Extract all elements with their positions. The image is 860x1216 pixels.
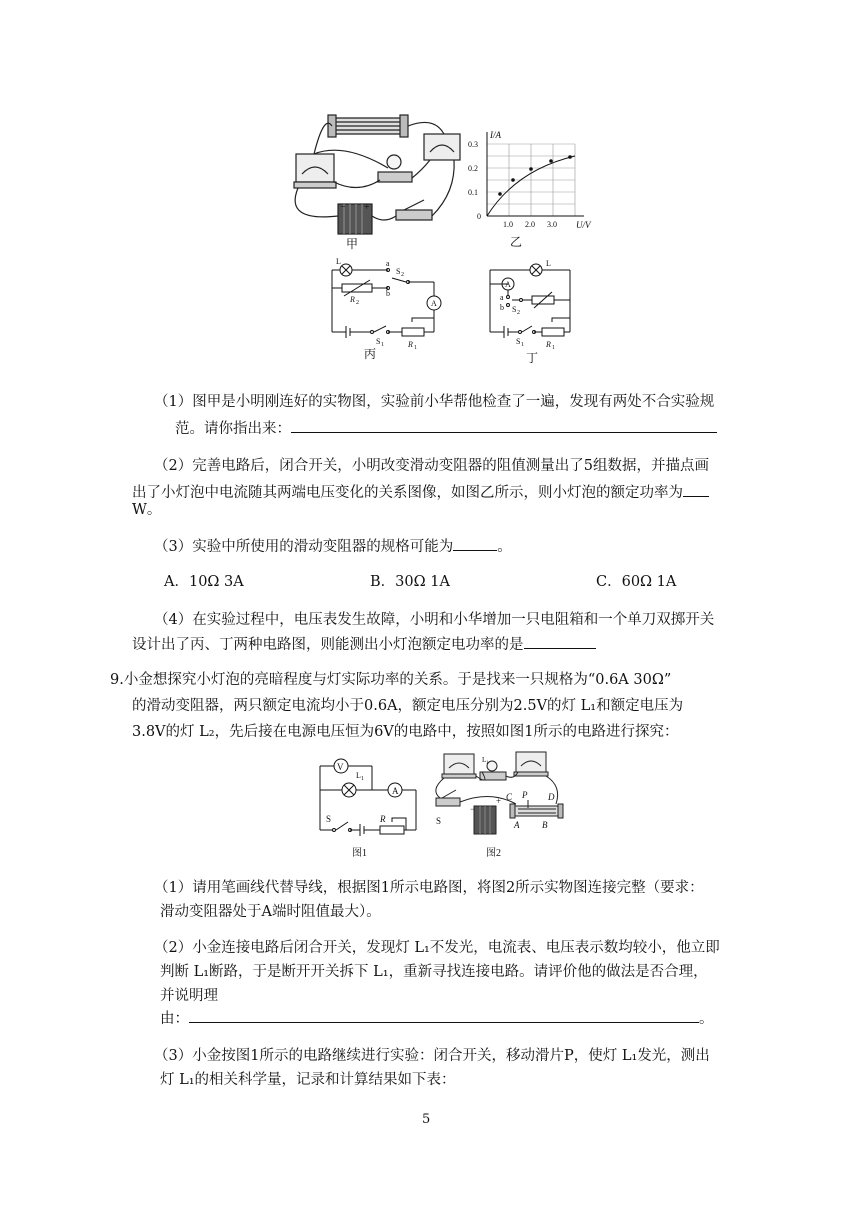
q8-part4-line1: （4）在实验过程中，电压表发生故障，小明和小华增加一只电阻箱和一个单刀双掷开关 [154,612,715,628]
label-ding: 丁 [526,351,539,365]
svg-text:A: A [514,820,520,830]
figure-1-circuit [306,756,432,860]
q8-option-b: B．30Ω 1A [370,574,450,590]
svg-text:+: + [364,202,370,213]
svg-text:S: S [376,337,381,346]
svg-text:S: S [436,816,442,826]
q9-part3-line2: 灯 L₁的相关科学量，记录和计算结果如下表： [160,1072,456,1088]
label-jia: 甲 [346,237,359,250]
svg-text:L: L [356,771,361,780]
svg-text:A: A [431,299,437,308]
q8-part3: （3）实验中所使用的滑动变阻器的规格可能为 [154,539,454,555]
figure-ding-circuit [484,256,590,368]
q9-part2-line2: 判断 L₁断路，于是断开开关拆下 L₁，重新寻找连接电路。请评价他的做法是否合理， [160,964,708,980]
svg-text:R: R [546,340,551,349]
q8-option-c: C．60Ω 1A [596,574,677,590]
svg-text:a: a [500,293,504,302]
graph-x-tick-0: 1.0 [503,220,513,229]
q9-stem-line2: 的滑动变阻器，两只额定电流均小于0.6A，额定电压分别为2.5V的灯 L₁和额定电压为 [132,698,684,714]
q8-part1-line1: （1）图甲是小明刚连好的实物图，实验前小华帮他检查了一遍，发现有两处不合实验规 [154,394,715,410]
figure-2-apparatus [430,750,564,862]
svg-text:1: 1 [414,345,417,351]
figure-bing-circuit [320,256,462,364]
q8-option-a: A．10Ω 3A [164,574,244,590]
q8-part2-line2-wrap [132,478,709,507]
q8-part2-line2: 出了小灯泡中电流随其两端电压变化的关系图像，如图乙所示，则小灯泡的额定功率为 [132,485,683,501]
svg-text:L: L [546,259,551,268]
svg-text:R: R [408,340,413,349]
graph-x-tick-1: 2.0 [525,220,535,229]
svg-text:S: S [396,267,401,276]
q8-part2-line3: W。 [132,502,162,518]
q9-part2-end: 。 [699,1011,714,1027]
svg-text:1: 1 [552,345,555,351]
q8-part1-line2: 范。请你指出来： [175,421,291,437]
q8-part2-answer-blank[interactable] [683,478,709,497]
label-fig2: 图2 [486,848,501,859]
svg-text:1: 1 [521,342,524,348]
svg-text:1: 1 [361,776,364,782]
svg-text:a: a [386,259,390,268]
q9-part2-answer-blank[interactable] [189,1004,699,1023]
graph-x-label: U/V [576,220,591,230]
svg-text:A: A [505,280,511,289]
page-number: 5 [422,1112,431,1127]
graph-y-tick-3: 0 [477,212,481,221]
graph-y-label: I/A [490,130,501,140]
q8-part3-answer-blank[interactable] [453,532,497,551]
graph-x-tick-2: 3.0 [547,220,557,229]
q9-part2-line1: （2）小金连接电路后闭合开关，发现灯 L₁不发光，电流表、电压表示数均较小，他立即 [154,940,720,956]
label-fig1: 图1 [352,848,367,859]
svg-text:D: D [548,792,555,802]
graph-y-tick-0: 0.3 [468,140,478,149]
svg-text:A: A [392,786,399,796]
svg-text:V: V [337,762,344,772]
svg-text:S: S [516,337,521,346]
q9-stem-line1: 9.小金想探究小灯泡的亮暗程度与灯实际功率的关系。于是找来一只规格为“0.6A 30Ω” [110,672,672,688]
q8-part2-line1: （2）完善电路后，闭合开关，小明改变滑动变阻器的阻值测量出了5组数据，并描点画 [154,458,709,474]
q9-part3-line1: （3）小金按图1所示的电路继续进行实验：闭合开关，移动滑片P，使灯 L₁发光，测出 [154,1048,710,1064]
q8-part3-wrap [154,532,512,561]
svg-text:R: R [380,814,386,824]
q9-part1-line2: 滑动变阻器处于A端时阻值最大）。 [160,904,381,920]
q8-part4-answer-blank[interactable] [524,630,596,649]
svg-text:S: S [512,305,517,314]
graph-y-tick-2: 0.1 [468,188,478,197]
q8-part4-line2-wrap [132,630,596,659]
svg-text:B: B [542,820,548,830]
svg-text:C: C [506,792,513,802]
label-yi: 乙 [510,235,523,249]
svg-text:b: b [500,303,504,312]
svg-text:b: b [386,289,390,298]
svg-text:S: S [326,814,332,824]
svg-text:L: L [482,756,487,764]
q8-part3-end: 。 [497,539,512,555]
svg-text:2: 2 [356,300,359,306]
q8-part1-line2-wrap [175,414,717,443]
svg-text:−: − [340,202,346,213]
figure-yi-iu-graph [466,128,598,250]
svg-text:−: − [470,804,476,814]
svg-text:2: 2 [517,310,520,316]
svg-text:2: 2 [401,272,404,278]
q9-part2-line3: 并说明理 [160,988,218,1004]
q9-part2-line4-wrap [160,1004,714,1033]
label-bing: 丙 [364,347,377,361]
svg-text:L: L [336,257,341,266]
q9-stem-line3: 3.8V的灯 L₂，先后接在电源电压恒为6V的电路中，按照如图1所示的电路进行探究： [132,724,679,740]
graph-y-tick-1: 0.2 [468,164,478,173]
svg-text:1: 1 [486,761,489,766]
q8-part4-line2: 设计出了丙、丁两种电路图，则能测出小灯泡额定电功率的是 [132,637,524,653]
svg-text:1: 1 [381,342,384,348]
figure-jia-apparatus [284,112,466,250]
svg-text:R: R [350,295,355,304]
q9-part1-line1: （1）请用笔画线代替导线，根据图1所示电路图，将图2所示实物图连接完整（要求： [154,880,704,896]
q8-part1-answer-blank[interactable] [291,414,717,433]
svg-text:P: P [522,790,528,800]
q9-part2-line4: 由： [160,1011,189,1027]
svg-text:+: + [496,796,502,806]
